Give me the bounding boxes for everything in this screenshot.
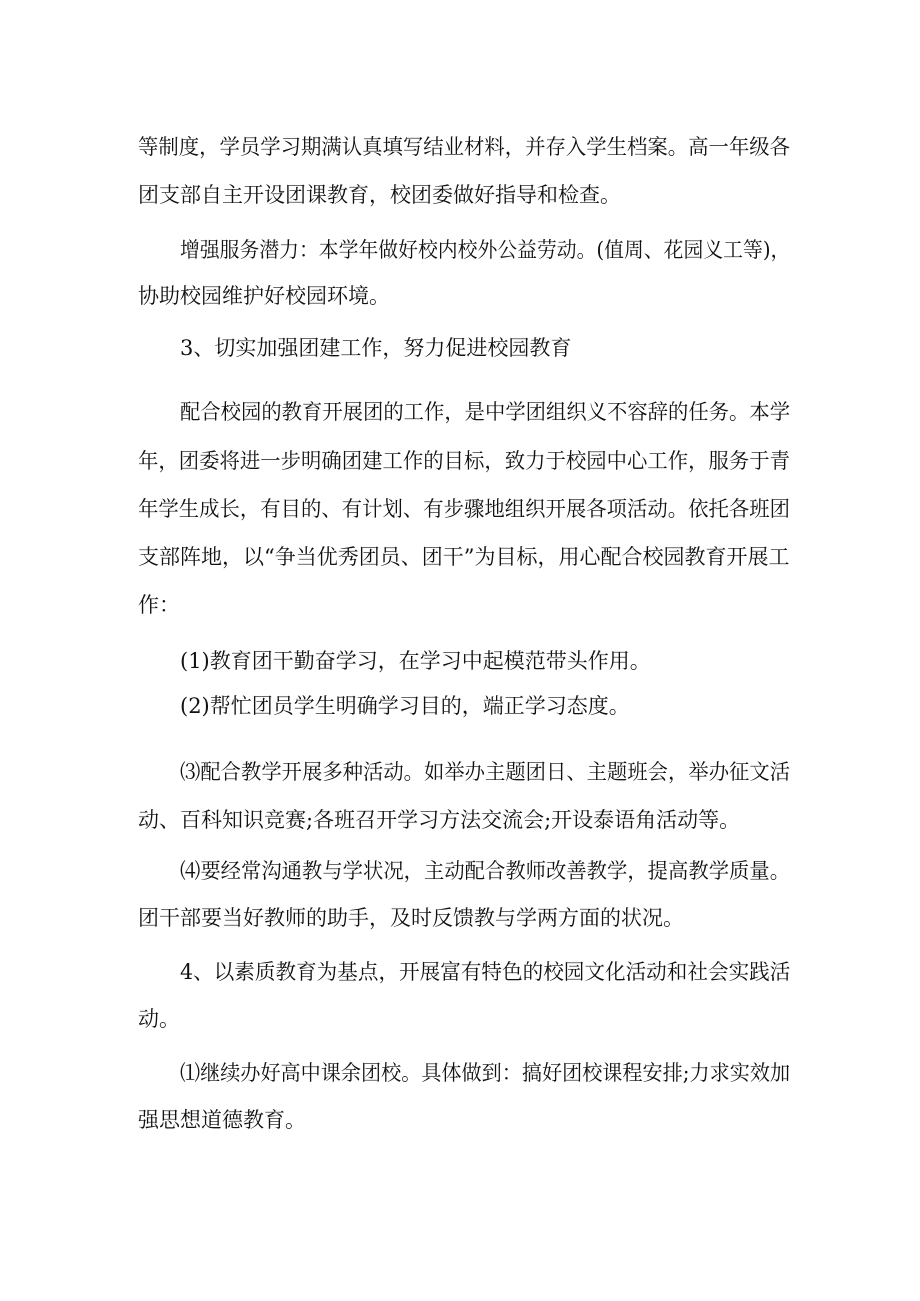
text-line: 动、百科知识竞赛;各班召开学习方法交流会;开设泰语角活动等。 xyxy=(138,808,741,832)
text-line: 动。 xyxy=(138,1007,180,1031)
text-line: 协助校园维护好校园环境。 xyxy=(138,284,390,308)
text-line: 年学生成长，有目的、有计划、有步骤地组织开展各项活动。依托各班团 xyxy=(138,497,790,521)
text-line: 配合校园的教育开展团的工作，是中学团组织义不容辞的任务。本学 xyxy=(180,400,791,424)
text-line: 支部阵地，以“争当优秀团员、团干”为目标，用心配合校园教育开展工 xyxy=(138,545,790,569)
text-line: 强思想道德教育。 xyxy=(138,1108,306,1132)
list-item: ⑷要经常沟通教与学状况，主动配合教师改善教学，提高教学质量。 xyxy=(180,859,791,883)
list-item: ⑴继续办好高中课余团校。具体做到：搞好团校课程安排;力求实效加 xyxy=(180,1061,791,1085)
text-line: 作： xyxy=(138,593,180,617)
text-line: 团干部要当好教师的助手，及时反馈教与学两方面的状况。 xyxy=(138,906,684,930)
section-heading: 4、以素质教育为基点，开展富有特色的校园文化活动和社会实践活 xyxy=(180,960,791,984)
list-item: (2)帮忙团员学生明确学习目的，端正学习态度。 xyxy=(180,694,630,718)
text-line: 年，团委将进一步明确团建工作的目标，致力于校园中心工作，服务于青 xyxy=(138,449,790,473)
list-item: ⑶配合教学开展多种活动。如举办主题团日、主题班会，举办征文活 xyxy=(180,760,791,784)
text-line: 增强服务潜力：本学年做好校内校外公益劳动。(值周、花园义工等)， xyxy=(180,238,791,262)
list-item: (1)教育团干勤奋学习，在学习中起模范带头作用。 xyxy=(180,649,651,673)
text-line: 等制度，学员学习期满认真填写结业材料，并存入学生档案。高一年级各 xyxy=(138,135,790,159)
section-heading: 3、切实加强团建工作，努力促进校园教育 xyxy=(180,336,572,360)
text-line: 团支部自主开设团课教育，校团委做好指导和检查。 xyxy=(138,183,621,207)
